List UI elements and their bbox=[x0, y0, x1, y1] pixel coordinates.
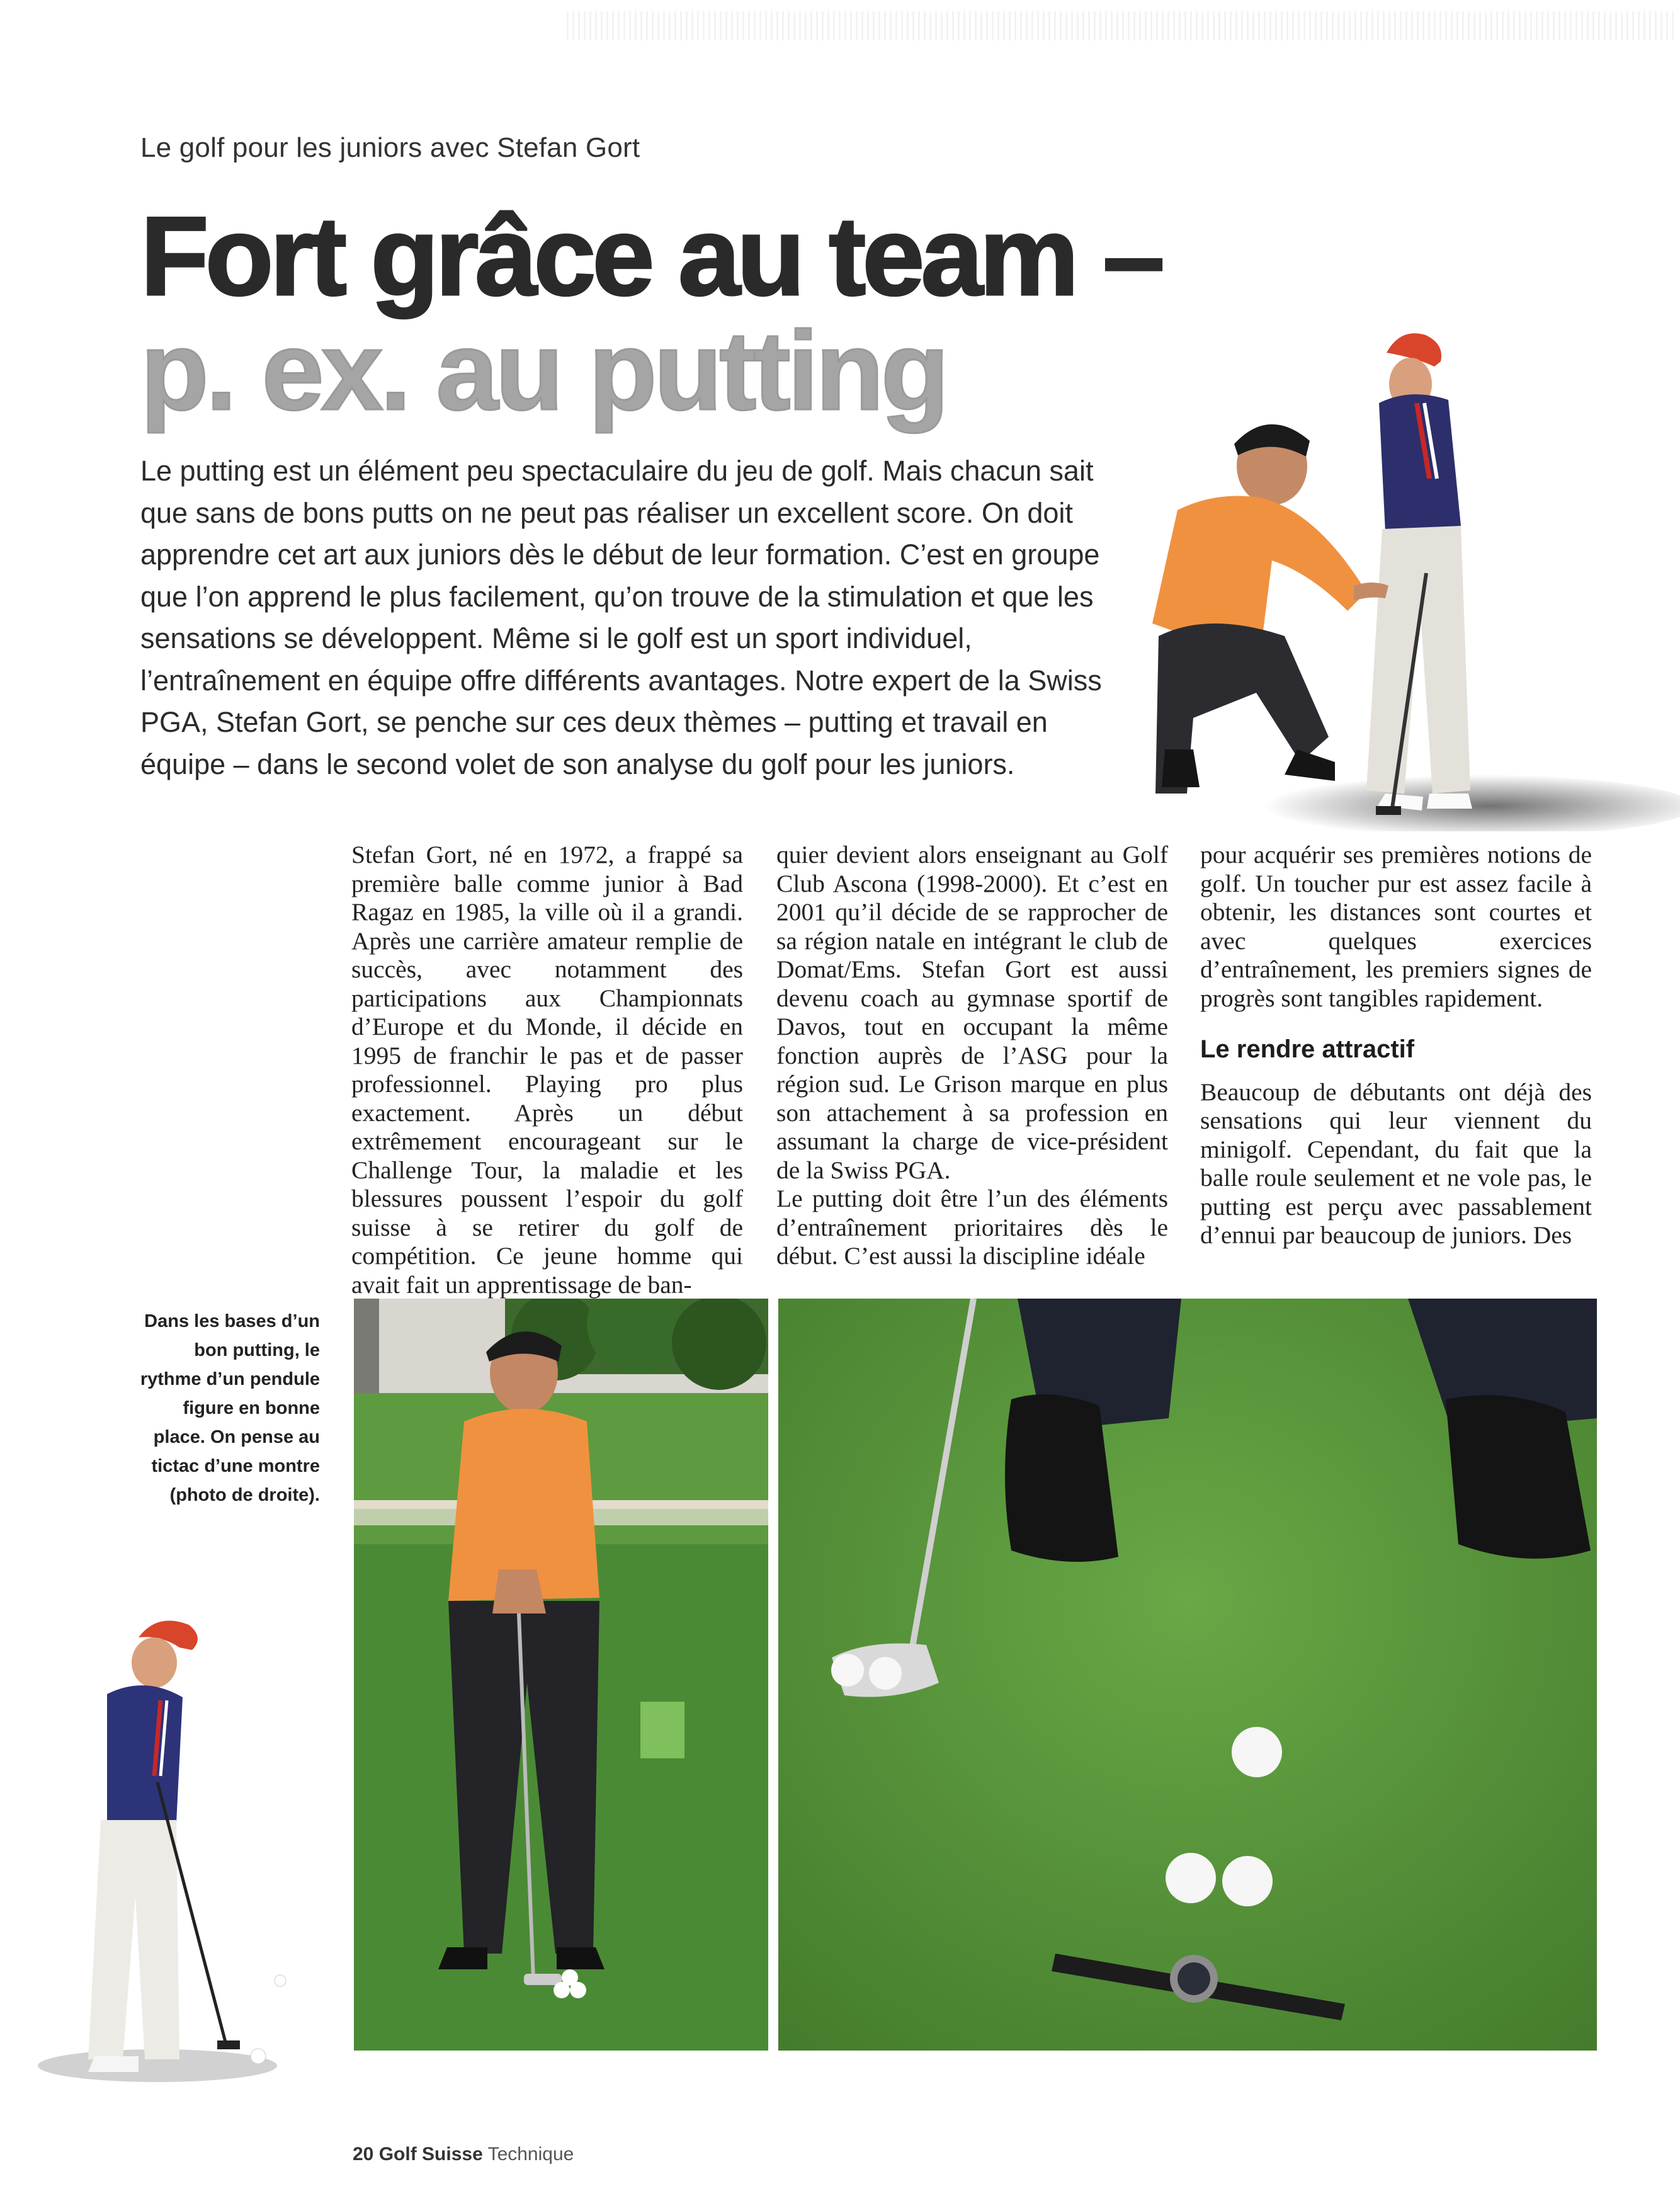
body-column-2 bbox=[776, 841, 1168, 1271]
scan-noise bbox=[567, 11, 1675, 40]
lead-paragraph bbox=[140, 450, 1110, 785]
page-number: 20 bbox=[353, 2144, 374, 2165]
subheading: Le rendre attractif bbox=[1200, 1035, 1415, 1063]
body-col3-text-a: pour acquérir ses premières notions de golf. Un toucher pur est assez facile à obtenir, les distances sont courtes et avec quelques exercices d’entraînement, les premiers signes de progrès sont tangibles rapidement. bbox=[1200, 841, 1592, 1012]
footer-brand: Golf Suisse bbox=[378, 2144, 483, 2165]
photo-coach-junior-illustration bbox=[1140, 309, 1680, 831]
headline-line-1: Fort grâce au team – bbox=[140, 193, 1162, 319]
body-column-3 bbox=[1200, 841, 1592, 1250]
body-col2-text-a: quier devient alors enseignant au Golf Club Ascona (1998-2000). Et c’est en 2001 qu’il décide de se rapprocher de sa région natale en intégrant le club de Domat/Ems. Stefan Gort est aussi devenu coach au gymnase sportif de Davos, tout en occupant la même fonction auprès de l’ASG pour la région sud. Le Grison marque en plus son attachement à sa profession en assumant la charge de vice-président de la Swiss PGA. bbox=[776, 841, 1168, 1184]
body-col3-text-b: Beaucoup de débutants ont déjà des sensations qui leur viennent du minigolf. Cependant, du fait que la balle roule seulement et ne vole pas, le putting est perçu avec passablement d’ennui par beaucoup de juniors. Des bbox=[1200, 1078, 1592, 1249]
photo-junior-putting-illustration bbox=[31, 1612, 302, 2103]
photo-coach-junior bbox=[1140, 309, 1680, 831]
body-col1-text: Stefan Gort, né en 1972, a frappé sa première balle comme junior à Bad Ragaz en 1985, la ville où il a grandi. Après une carrière amateur remplie de succès, avec notamment des participations aux Championnats d’Europe et du Monde, il décide en 1995 de franchir le pas et de passer professionnel. Playing pro plus exactement. Après un début extrêmement encourageant sur le Challenge Tour, la maladie et les blessures poussent l’espoir du golf suisse à se retirer du golf de compétition. Ce jeune homme qui avait fait un apprentissage de ban- bbox=[351, 841, 743, 1299]
photo-putting-green bbox=[778, 1299, 1597, 2051]
photo-caption: Dans les bases d’un bon putting, le rythme d’un pendule figure en bonne place. On pense au tictac d’une montre (photo de droite). bbox=[140, 1311, 320, 1505]
body-col2-text-b: Le putting doit être l’un des éléments d’entraînement prioritaires dès le début. C’est aussi la discipline idéale bbox=[776, 1185, 1168, 1270]
lead-text: Le putting est un élément peu spectaculaire du jeu de golf. Mais chacun sait que sans de bons putts on ne peut pas réaliser un excellent score. On doit apprendre cet art aux juniors dès le début de leur formation. C’est en groupe que l’on apprend le plus facilement, qu’on trouve de la stimulation et que les sensations se développent. Même si le golf est un sport individuel, l’entraînement en équipe offre différents avantages. Notre expert de la Swiss PGA, Stefan Gort, se penche sur ces deux thèmes – putting et travail en équipe – dans le second volet de son analyse du golf pour les juniors. bbox=[140, 455, 1102, 780]
photo-coach-standing-illustration bbox=[354, 1299, 768, 2051]
photo-putting-green-illustration bbox=[778, 1299, 1597, 2051]
headline-line-2: p. ex. au putting bbox=[140, 308, 946, 433]
photo-coach-standing bbox=[354, 1299, 768, 2051]
kicker: Le golf pour les juniors avec Stefan Gort bbox=[140, 132, 640, 163]
footer-section: Technique bbox=[487, 2144, 574, 2165]
page-footer bbox=[353, 2144, 574, 2165]
photo-junior-putting bbox=[31, 1612, 302, 2103]
body-column-1 bbox=[351, 841, 743, 1299]
